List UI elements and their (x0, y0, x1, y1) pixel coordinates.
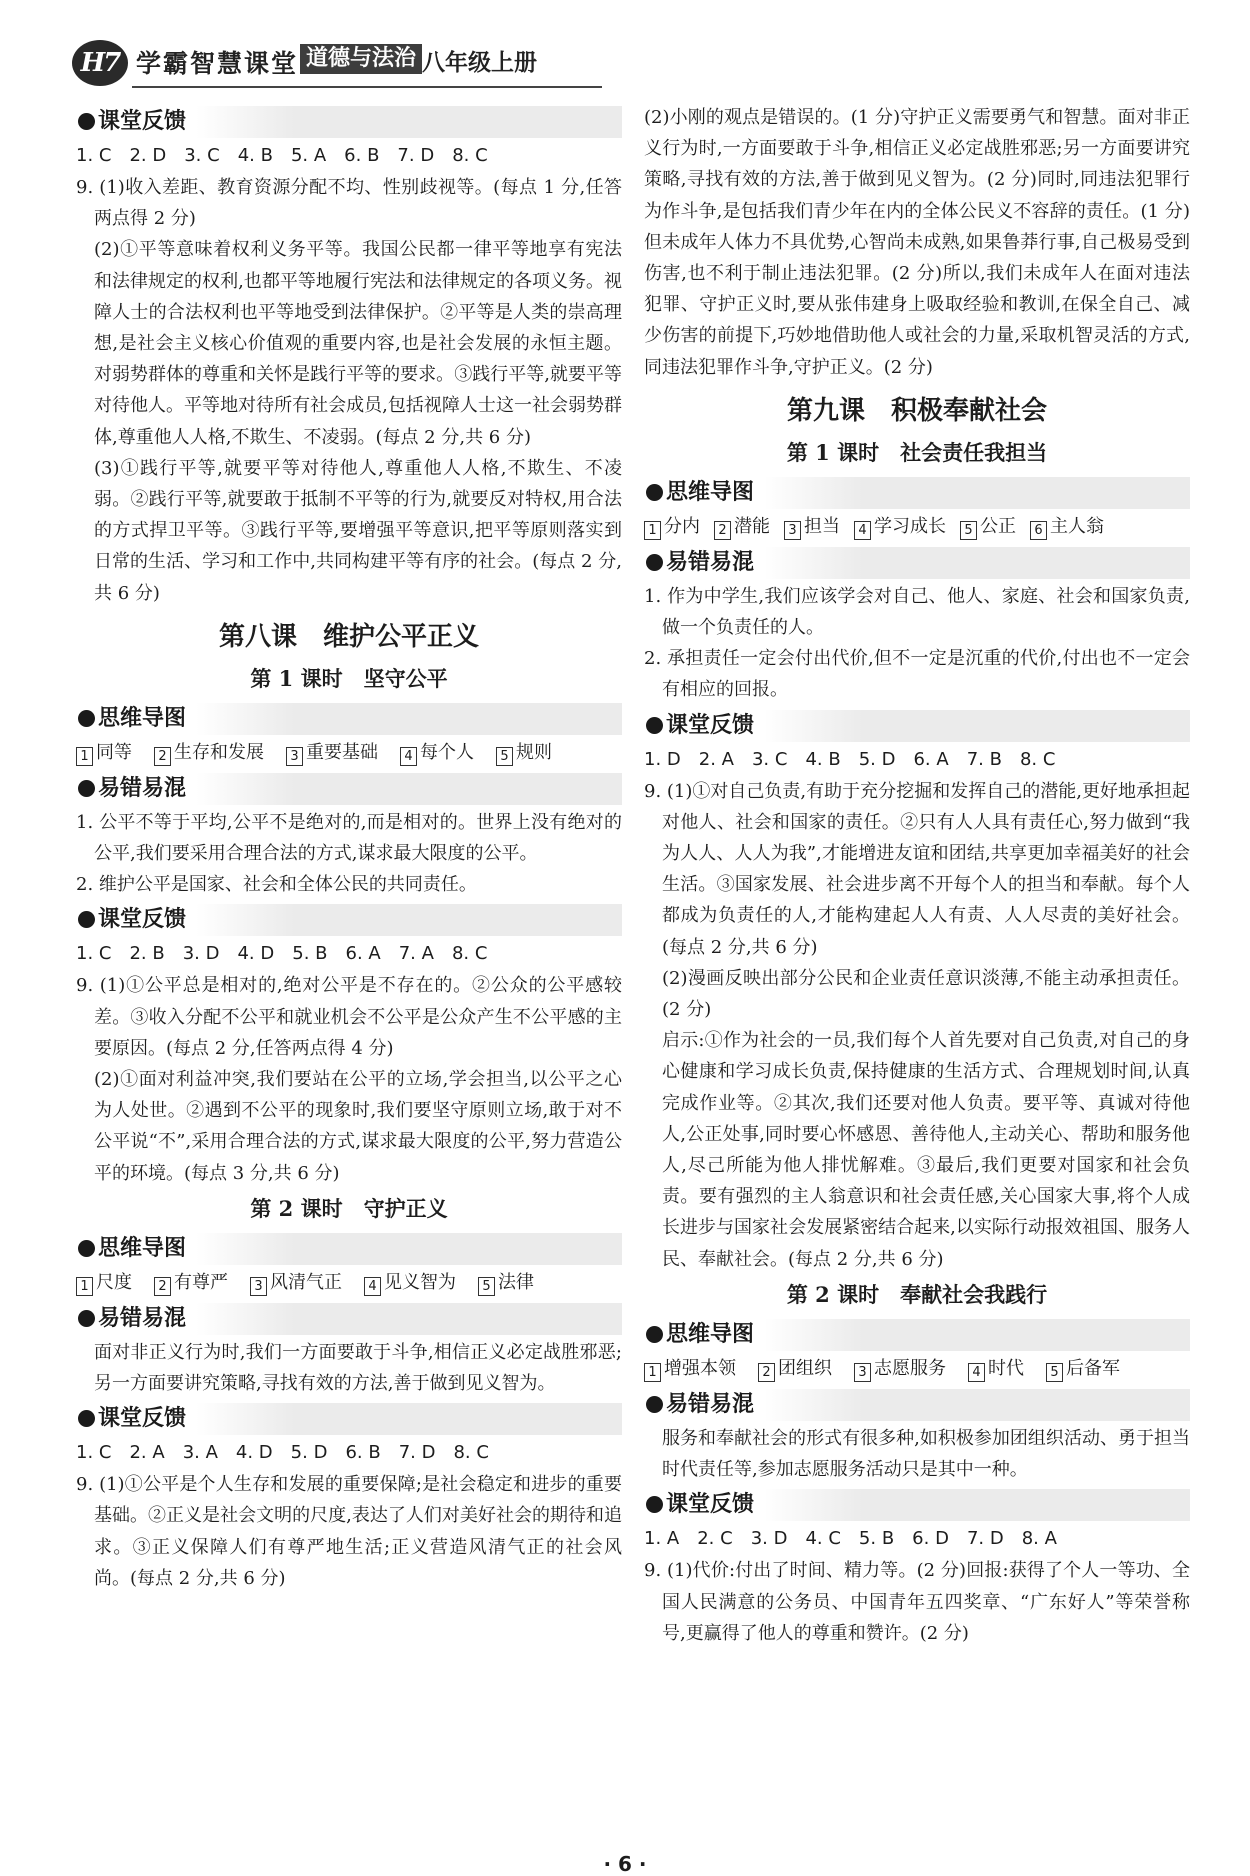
grade-label: 八年级上册 (422, 50, 537, 76)
answer: 4. C (805, 1528, 841, 1550)
mindmap-item: 时代 (988, 1357, 1024, 1379)
bullet-icon (646, 1496, 663, 1513)
bullet-icon (78, 1310, 95, 1327)
number-box-icon: 5 (496, 747, 513, 766)
subject-badge: 道德与法治 (300, 44, 422, 74)
answer: 7. B (966, 748, 1002, 770)
period-title: 第 1 课时 坚守公平 (250, 665, 448, 691)
number-box-icon: 3 (854, 1363, 871, 1382)
answer: 6. B (344, 145, 380, 166)
mindmap-item: 增强本领 (664, 1357, 736, 1379)
mindmap-item: 有尊严 (174, 1271, 228, 1293)
bullet-icon (646, 484, 663, 501)
answer: 7. D (397, 145, 435, 166)
section-title: 易错易混 (666, 1391, 755, 1417)
period-title: 第 2 课时 守护正义 (250, 1195, 448, 1221)
answer-row (644, 1523, 1190, 1555)
section-title: 课堂反馈 (666, 1492, 755, 1518)
answer-paragraph: 1. 公平不等于平均,公平不是绝对的,而是相对的。世界上没有绝对的公平,我们要采用合理合法的方式,谋求最大限度的公平。 (76, 811, 622, 865)
page-number: · 6 · (603, 1852, 647, 1876)
answer: 7. D (398, 1442, 436, 1464)
answer: 2. A (129, 1442, 165, 1464)
number-box-icon: 4 (400, 747, 417, 766)
answer: 1. D (644, 748, 681, 770)
number-box-icon: 1 (644, 1363, 661, 1382)
answer-paragraph: 2. 维护公平是国家、社会和全体公民的共同责任。 (76, 874, 477, 896)
number-box-icon: 3 (250, 1277, 267, 1296)
mindmap-item: 分内 (664, 515, 700, 537)
mindmap-item: 风清气正 (270, 1271, 342, 1293)
answer-paragraph: (2)漫画反映出部分公民和企业责任意识淡薄,不能主动承担责任。(2 分) (662, 967, 1190, 1021)
bullet-icon (646, 1396, 663, 1413)
mindmap-answers (76, 737, 622, 769)
answer: 1. C (76, 943, 112, 965)
answer: 5. D (858, 748, 896, 770)
answer: 8. C (451, 943, 488, 965)
answer-paragraph: (2)①面对利益冲突,我们要站在公平的立场,学会担当,以公平之心为人处世。②遇到不公平的现象时,我们要坚守原则立场,敢于对不公平说“不”,采用合理合法的方式,谋求最大限度的公平,努力营造公平的环境。(每点 3 分,共 6 分) (94, 1069, 622, 1184)
section-title: 课堂反馈 (98, 1406, 187, 1432)
section-title: 思维导图 (98, 1235, 187, 1261)
answer-paragraph: 9. (1)代价:付出了时间、精力等。(2 分)回报:获得了个人一等功、全国人民满意的公务员、中国青年五四奖章、“广东好人”等荣誉称号,更赢得了他人的尊重和赞许。(2 分) (644, 1560, 1190, 1644)
section-header (76, 703, 622, 735)
mindmap-answers (644, 511, 1190, 543)
number-box-icon: 3 (784, 521, 801, 540)
number-box-icon: 3 (286, 747, 303, 766)
answer: 2. B (129, 943, 165, 965)
period-title: 第 2 课时 奉献社会我践行 (786, 1281, 1048, 1307)
mindmap-item: 规则 (516, 741, 552, 763)
answer: 7. A (398, 943, 434, 965)
mindmap-answers (76, 1267, 622, 1299)
number-box-icon: 4 (854, 521, 871, 540)
number-box-icon: 1 (76, 747, 93, 766)
section-title: 思维导图 (666, 1321, 755, 1347)
section-header (76, 1403, 622, 1435)
number-box-icon: 1 (76, 1277, 93, 1296)
page-header (72, 38, 632, 90)
answer: 5. A (290, 145, 327, 166)
answer-row (76, 938, 622, 970)
bullet-icon (78, 780, 95, 797)
mindmap-item: 志愿服务 (874, 1357, 946, 1379)
bullet-icon (78, 911, 95, 928)
section-header (76, 106, 622, 138)
lesson-title: 第八课 维护公平正义 (218, 621, 479, 652)
mindmap-item: 潜能 (734, 515, 770, 537)
answer: 3. A (182, 1442, 218, 1464)
brand-name: 学霸智慧课堂 (136, 49, 299, 78)
section-title: 易错易混 (98, 775, 187, 801)
number-box-icon: 2 (154, 747, 171, 766)
mindmap-item: 公正 (980, 515, 1016, 537)
number-box-icon: 2 (714, 521, 731, 540)
answer: 8. C (453, 1442, 489, 1464)
bullet-icon (78, 710, 95, 727)
right-column (644, 102, 1190, 1649)
answer-row (76, 1437, 622, 1469)
section-title: 思维导图 (666, 479, 755, 505)
bullet-icon (646, 1326, 663, 1343)
answer: 4. D (237, 943, 275, 965)
answer: 3. C (184, 145, 220, 166)
bullet-icon (78, 1410, 95, 1427)
answer: 3. C (751, 748, 788, 770)
answer: 3. D (182, 943, 220, 965)
answer-paragraph: (2)①平等意味着权利义务平等。我国公民都一律平等地享有宪法和法律规定的权利,也都平等地履行宪法和法律规定的各项义务。视障人士的合法权利也平等地受到法律保护。②平等是人类的崇高理想,是社会主义核心价值观的重要内容,也是社会发展的永恒主题。对弱势群体的尊重和关怀是践行平等的要求。③践行平等,就要平等对待他人。平等地对待所有社会成员,包括视障人士这一社会弱势群体,尊重他人人格,不欺生、不凌弱。(每点 2 分,共 6 分) (94, 239, 622, 448)
number-box-icon: 4 (968, 1363, 985, 1382)
answer: 6. A (913, 748, 949, 770)
mindmap-item: 担当 (804, 515, 840, 537)
answer-paragraph: 服务和奉献社会的形式有很多种,如积极参加团组织活动、勇于担当时代责任等,参加志愿服务活动只是其中一种。 (662, 1427, 1190, 1481)
section-title: 课堂反馈 (666, 712, 755, 738)
number-box-icon: 5 (960, 521, 977, 540)
bullet-icon (78, 1240, 95, 1257)
bullet-icon (646, 554, 663, 571)
left-column (76, 102, 622, 1594)
answer: 8. C (452, 145, 488, 166)
bullet-icon (78, 113, 95, 130)
mindmap-item: 后备军 (1066, 1357, 1120, 1379)
section-title: 易错易混 (666, 549, 755, 575)
section-header (644, 1389, 1190, 1421)
answer-paragraph: 启示:①作为社会的一员,我们每个人首先要对自己负责,对自己的身心健康和学习成长负责,保持健康的生活方式、合理规划时间,认真完成作业等。②其次,我们还要对他人负责。要平等、真诚对待他人,公正处事,同时要心怀感恩、善待他人,主动关心、帮助和服务他人,尽己所能为他人排忧解难。③最后,我们更要对国家和社会负责。要有强烈的主人翁意识和社会责任感,关心国家大事,将个人成长进步与国家社会发展紧密结合起来,以实际行动报效祖国、服务人民、奉献社会。(每点 2 分,共 6 分) (662, 1030, 1190, 1270)
answer-row (644, 744, 1190, 776)
section-title: 易错易混 (98, 1305, 187, 1331)
section-header (76, 773, 622, 805)
mindmap-item: 团组织 (778, 1357, 832, 1379)
mindmap-item: 法律 (498, 1271, 534, 1293)
answer: 5. D (290, 1442, 328, 1464)
number-box-icon: 6 (1030, 521, 1047, 540)
answer-paragraph: 9. (1)①公平是个人生存和发展的重要保障;是社会稳定和进步的重要基础。②正义是社会文明的尺度,表达了人们对美好社会的期待和追求。③正义保障人们有尊严地生活;正义营造风清气正的社会风尚。(每点 2 分,共 6 分) (76, 1474, 622, 1589)
answer-paragraph: 9. (1)①公平总是相对的,绝对公平是不存在的。②公众的公平感较差。③收入分配不公平和就业机会不公平是公众产生不公平感的主要原因。(每点 2 分,任答两点得 4 分) (76, 975, 622, 1059)
section-header (644, 1319, 1190, 1351)
brand-logo: H7 (72, 40, 128, 86)
mindmap-item: 每个人 (420, 741, 474, 763)
mindmap-item: 见义智为 (384, 1271, 456, 1293)
number-box-icon: 2 (758, 1363, 775, 1382)
answer-paragraph: 面对非正义行为时,我们一方面要敢于斗争,相信正义必定战胜邪恶;另一方面要讲究策略,寻找有效的方法,善于做到见义智为。 (94, 1341, 622, 1395)
period-title: 第 1 课时 社会责任我担当 (786, 439, 1048, 465)
mindmap-item: 同等 (96, 741, 132, 763)
number-box-icon: 2 (154, 1277, 171, 1296)
mindmap-item: 生存和发展 (174, 741, 264, 763)
section-header (644, 477, 1190, 509)
answer: 8. C (1019, 748, 1056, 770)
answer-paragraph: (2)小刚的观点是错误的。(1 分)守护正义需要勇气和智慧。面对非正义行为时,一方面要敢于斗争,相信正义必定战胜邪恶;另一方面要讲究策略,寻找有效的方法,善于做到见义智为。(2 分)同时,同违法犯罪行为作斗争,是包括我们青少年在内的全体公民义不容辞的责任。(1 分)但未成年人体力不具优势,心智尚未成熟,如果鲁莽行事,自己极易受到伤害,也不利于制止违法犯罪。(2 分)所以,我们未成年人在面对违法犯罪、守护正义时,要从张伟建身上吸取经验和教训,在保全自己、减少伤害的前提下,巧妙地借助他人或社会的力量,采取机智灵活的方式,同违法犯罪作斗争,守护正义。(2 分) (644, 107, 1190, 378)
section-title: 思维导图 (98, 705, 187, 731)
section-title: 课堂反馈 (98, 907, 187, 933)
answer: 3. D (750, 1528, 788, 1550)
number-box-icon: 5 (478, 1277, 495, 1296)
answer: 4. D (235, 1442, 273, 1464)
mindmap-answers (644, 1353, 1190, 1385)
answer-row (76, 140, 622, 172)
header-rule (132, 86, 602, 88)
answer-paragraph: 9. (1)收入差距、教育资源分配不均、性别歧视等。(每点 1 分,任答两点得 2 分) (76, 177, 622, 230)
answer: 4. B (237, 145, 273, 166)
section-header (76, 1303, 622, 1335)
answer-paragraph: 9. (1)①对自己负责,有助于充分挖掘和发挥自己的潜能,更好地承担起对他人、社会和国家的责任。②只有人人具有责任心,努力做到“我为人人、人人为我”,才能增进友谊和团结,共享更加幸福美好的社会生活。③国家发展、社会进步离不开每个人的担当和奉献。每个人都成为负责任的人,才能构建起人人有责、人人尽责的美好社会。(每点 2 分,共 6 分) (644, 780, 1190, 958)
answer: 6. B (345, 1442, 381, 1464)
section-title: 课堂反馈 (98, 109, 187, 134)
number-box-icon: 4 (364, 1277, 381, 1296)
number-box-icon: 5 (1046, 1363, 1063, 1382)
answer: 4. B (805, 748, 841, 770)
answer-paragraph: 2. 承担责任一定会付出代价,但不一定是沉重的代价,付出也不一定会有相应的回报。 (644, 648, 1190, 701)
section-header (644, 547, 1190, 579)
answer: 1. C (76, 1442, 112, 1464)
lesson-title: 第九课 积极奉献社会 (786, 395, 1047, 426)
mindmap-item: 学习成长 (874, 515, 946, 537)
answer-paragraph: 1. 作为中学生,我们应该学会对自己、他人、家庭、社会和国家负责,做一个负责任的人。 (644, 585, 1190, 639)
section-header (76, 1233, 622, 1265)
mindmap-item: 尺度 (96, 1271, 132, 1293)
mindmap-item: 重要基础 (306, 741, 378, 763)
answer: 5. B (292, 943, 328, 965)
answer: 2. D (129, 145, 167, 166)
section-header (76, 904, 622, 936)
answer: 2. C (697, 1528, 733, 1550)
answer: 1. A (644, 1528, 680, 1550)
answer: 1. C (76, 145, 112, 166)
answer: 8. A (1021, 1528, 1057, 1550)
number-box-icon: 1 (644, 521, 661, 540)
answer: 5. B (858, 1528, 895, 1550)
mindmap-item: 主人翁 (1050, 515, 1104, 537)
answer: 7. D (966, 1528, 1004, 1550)
answer: 2. A (698, 748, 734, 770)
answer: 6. A (345, 943, 381, 965)
bullet-icon (646, 717, 663, 734)
section-header (644, 710, 1190, 742)
answer: 6. D (912, 1528, 949, 1550)
section-header (644, 1489, 1190, 1521)
answer-paragraph: (3)①践行平等,就要平等对待他人,尊重他人人格,不欺生、不凌弱。②践行平等,就要敢于抵制不平等的行为,就要反对特权,用合法的方式捍卫平等。③践行平等,要增强平等意识,把平等原则落实到日常的生活、学习和工作中,共同构建平等有序的社会。(每点 2 分,共 6 分) (94, 457, 622, 604)
